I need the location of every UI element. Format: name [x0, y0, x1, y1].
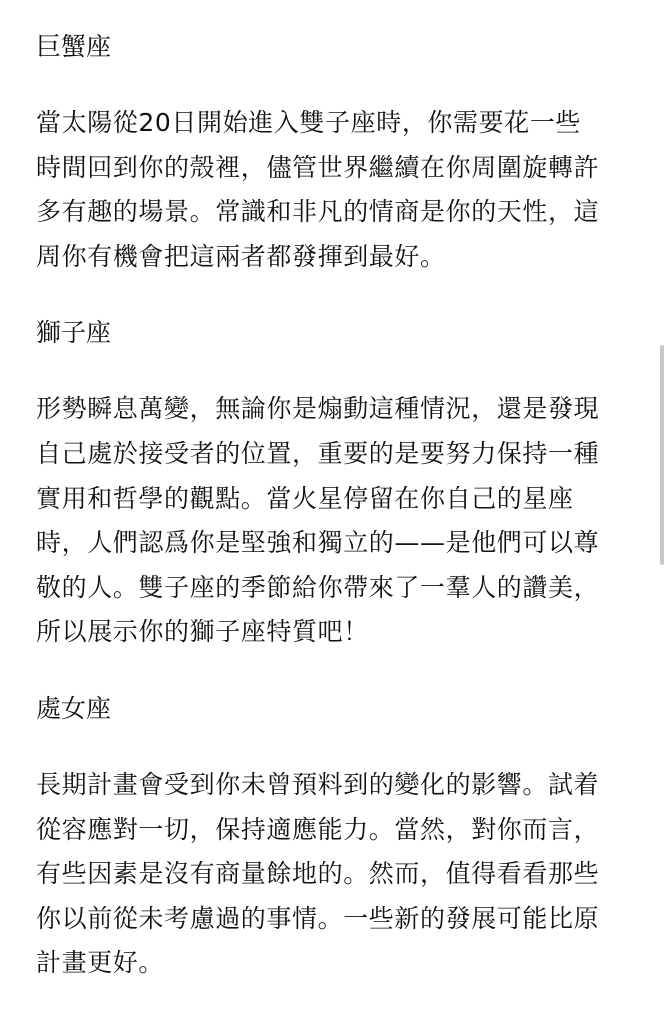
body-line: 自己處於接受者的位置，重要的是要努力保持一種: [36, 438, 600, 468]
section-body: [36, 763, 636, 986]
body-line: 有些因素是沒有商量餘地的。然而，值得看看那些: [36, 859, 600, 889]
scrollbar[interactable]: [660, 345, 664, 565]
body-line: 時間回到你的殼裡，儘管世界繼續在你周圍旋轉許: [36, 152, 600, 182]
body-line: 時，人們認爲你是堅強和獨立的——是他們可以尊: [36, 528, 600, 558]
body-line: 長期計畫會受到你未曾預料到的變化的影響。試着: [36, 769, 600, 799]
section-heading: 處女座: [36, 693, 112, 723]
horoscope-article: [36, 18, 636, 1011]
body-line: 周你有機會把這兩者都發揮到最好。: [36, 241, 446, 271]
body-line: 所以展示你的獅子座特質吧！: [36, 617, 369, 647]
section-cancer: [36, 18, 636, 279]
section-leo: [36, 304, 636, 655]
body-line: 計畫更好。: [36, 948, 165, 978]
body-line: 你以前從未考慮過的事情。一些新的發展可能比原: [36, 903, 600, 933]
body-line: 實用和哲學的觀點。當火星停留在你自己的星座: [36, 483, 574, 513]
section-heading: 巨蟹座: [36, 32, 112, 61]
body-line: 敬的人。雙子座的季節給你帶來了一羣人的讚美，: [36, 572, 600, 602]
section-body: [36, 387, 636, 655]
section-virgo: [36, 680, 636, 986]
body-line: 當太陽從20日開始進入雙子座時，你需要花一些: [36, 108, 582, 137]
body-line: 從容應對一切，保持適應能力。當然，對你而言，: [36, 814, 600, 844]
body-line: 形勢瞬息萬變，無論你是煽動這種情況，還是發現: [36, 394, 600, 424]
section-heading: 獅子座: [36, 318, 112, 348]
body-line: 多有趣的場景。常識和非凡的情商是你的天性，這: [36, 197, 600, 227]
section-body: [36, 101, 636, 279]
